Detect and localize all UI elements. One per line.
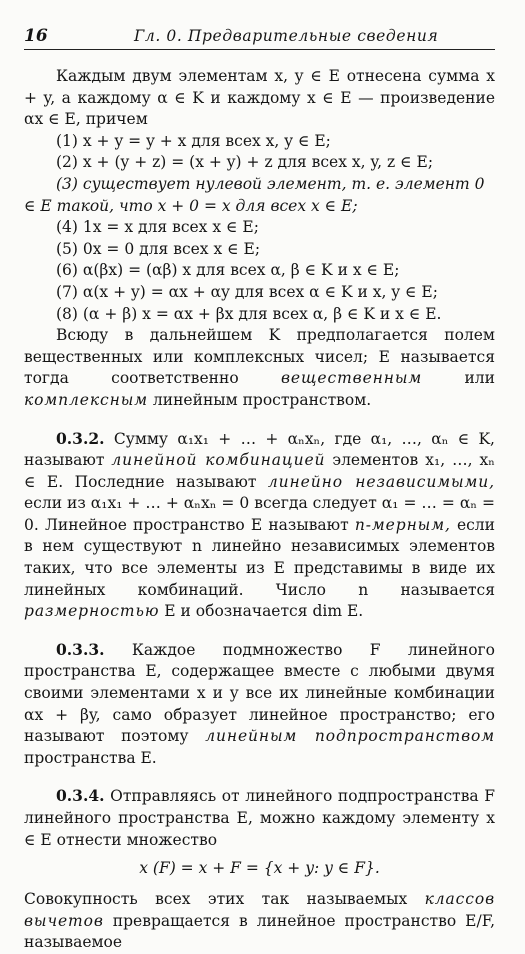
page-number: 16 xyxy=(24,26,48,46)
text-segment: элементов x₁, …, xₙ ∈ E. Последние называют xyxy=(24,451,495,491)
text-segment: превращается в линейное пространство E/F, называемое xyxy=(24,911,495,952)
chapter-title: Гл. 0. Предварительные сведения xyxy=(134,27,439,45)
field-paragraph xyxy=(24,325,495,411)
axiom-3: (3) существует нулевой элемент, т. е. элемент 0 ∈ E такой, что x + 0 = x для всех x ∈ E; xyxy=(24,174,485,215)
coset-formula: x (F) = x + F = {x + y: y ∈ F}. xyxy=(139,859,380,878)
field-text-e: линейным пространством. xyxy=(148,390,372,409)
section-0-3-3 xyxy=(24,639,495,770)
term-linear-subspace: линейным подпространством xyxy=(205,727,495,746)
axiom-8: (8) (α + β) x = αx + βx для всех α, β ∈ K и x ∈ E. xyxy=(56,304,442,323)
text-segment: если из α₁x₁ + … + αₙxₙ = 0 всегда следует α₁ = … = αₙ = 0. Линейное пространство E называют xyxy=(24,494,495,534)
text-segment: пространства E. xyxy=(24,748,157,767)
term-residue-classes: классов вычетов xyxy=(24,890,495,930)
section-number: 0.3.3. xyxy=(56,639,105,659)
text-segment: E и обозначается dim E. xyxy=(159,602,364,621)
term-linearly-independent: линейно независимыми, xyxy=(267,472,495,491)
term-dimension: размерностью xyxy=(24,602,160,621)
section-number: 0.3.2. xyxy=(56,428,105,448)
field-text-c: или xyxy=(422,369,495,388)
text-segment: Сумму α₁x₁ + … + αₙxₙ, где α₁, …, αₙ ∈ K, называют xyxy=(24,429,495,470)
term-complex: комплексным xyxy=(24,390,148,409)
axiom-6: (6) α(βx) = (αβ) x для всех α, β ∈ K и x ∈ E; xyxy=(56,261,400,280)
field-text-a: Всюду в дальнейшем K предполагается полем вещественных или комплексных чисел; E называется тогда соответственно xyxy=(24,326,495,388)
text-segment: Каждое подмножество F линейного пространства E, содержащее вместе с любыми двумя своими элементами x и y все их линейные комбинации αx + βy, само образует линейное пространство; его называют поэтому xyxy=(24,640,495,746)
cosets-paragraph xyxy=(24,889,495,954)
axiom-4: (4) 1x = x для всех x ∈ E; xyxy=(56,218,259,237)
axiom-7: (7) α(x + y) = αx + αy для всех α ∈ K и x, y ∈ E; xyxy=(56,282,438,301)
axiom-2: (2) x + (y + z) = (x + y) + z для всех x, y, z ∈ E; xyxy=(56,153,434,172)
axiom-5: (5) 0x = 0 для всех x ∈ E; xyxy=(56,239,261,258)
running-header xyxy=(24,26,495,50)
section-number: 0.3.4. xyxy=(56,786,105,806)
axiom-1: (1) x + y = y + x для всех x, y ∈ E; xyxy=(56,131,331,150)
section-0-3-2 xyxy=(24,428,495,623)
term-linear-combination: линейной комбинацией xyxy=(111,451,326,470)
section-0-3-4 xyxy=(24,785,495,851)
term-real: вещественным xyxy=(281,369,423,388)
text-segment: Отправляясь от линейного подпространства F линейного пространства E, можно каждому элементу x ∈ E отнести множество xyxy=(24,787,495,849)
text-segment: если в нем существуют n линейно независимых элементов таких, что все элементы из E представимы в виде их линейных комбинаций. Число n называется xyxy=(24,515,495,599)
text-segment: Совокупность всех этих так называемых xyxy=(24,890,425,909)
term-n-dimensional: n-мерным, xyxy=(354,515,451,534)
intro-paragraph: Каждым двум элементам x, y ∈ E отнесена сумма x + y, а каждому α ∈ K и каждому x ∈ E — произведение αx ∈ E, причем xyxy=(24,67,495,129)
